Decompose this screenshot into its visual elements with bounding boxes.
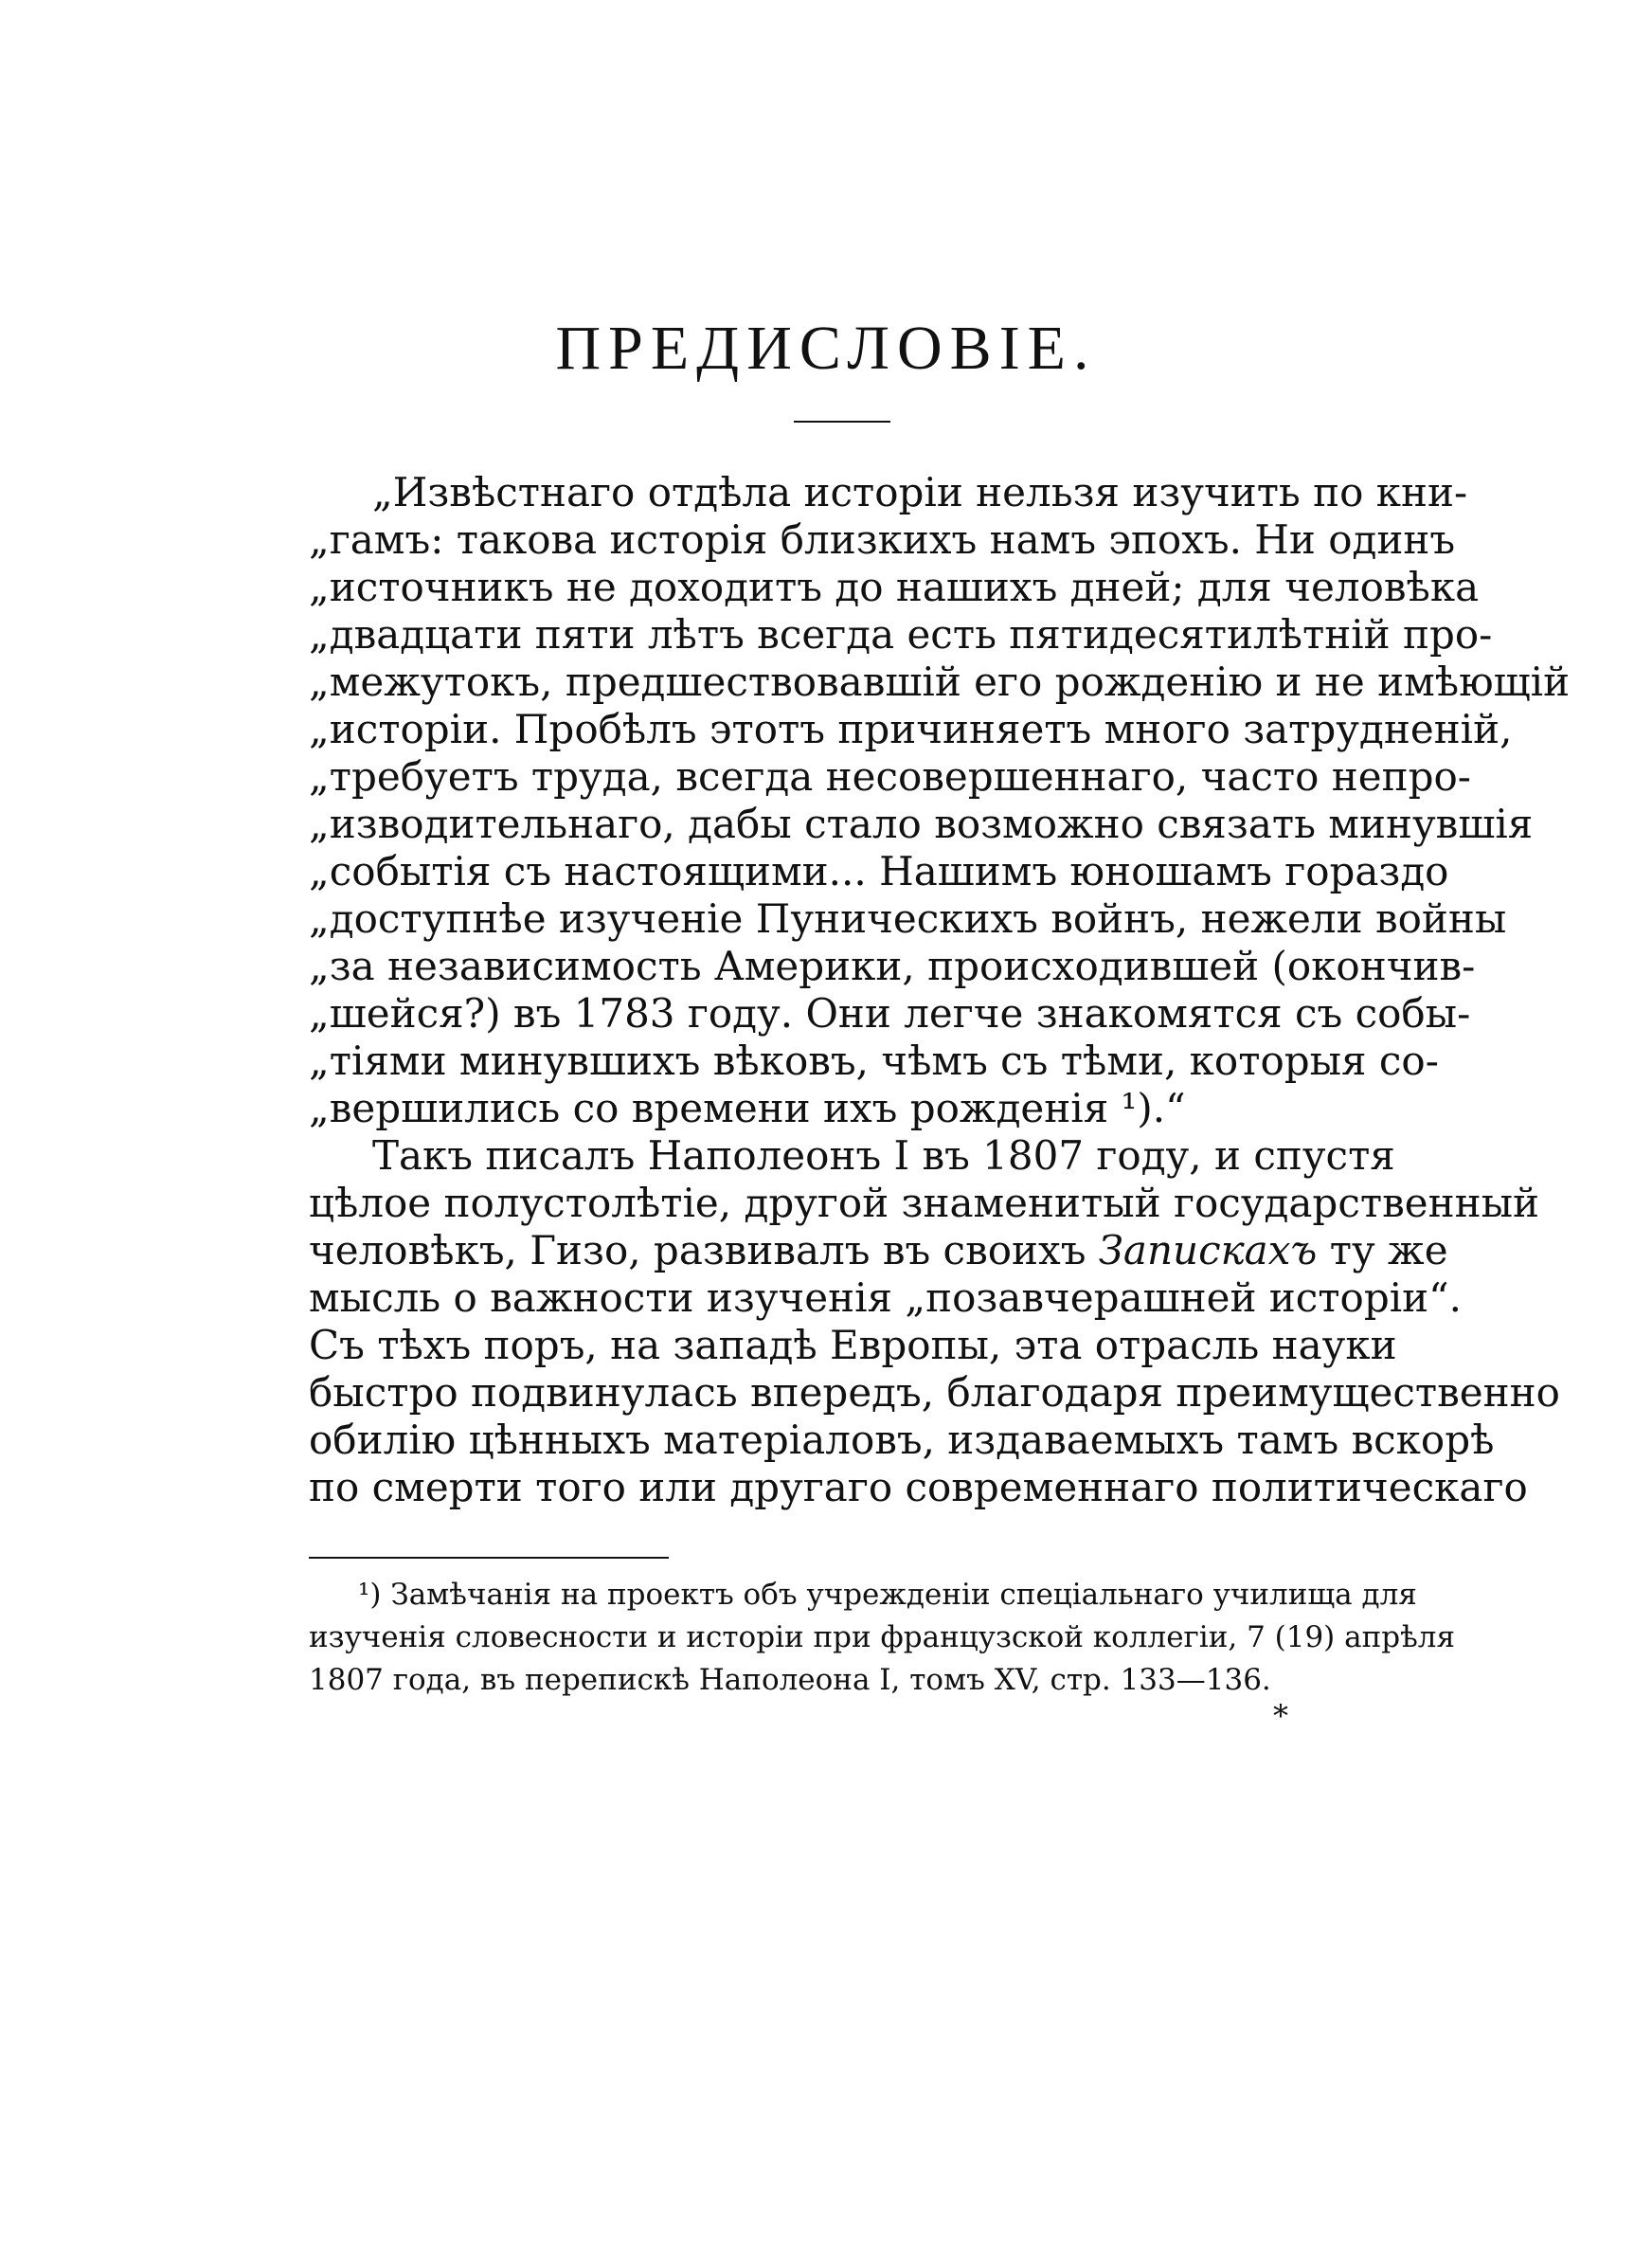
body-line: цѣлое полустолѣтіе, другой знаменитый государственный	[309, 1180, 1539, 1226]
body-line: „межутокъ, предшествовавшій его рожденію и не имѣющій	[309, 659, 1571, 705]
body-line-with-italic: человѣкъ, Гизо, развивалъ въ своихъ Запискахъ ту же	[309, 1227, 1448, 1273]
title-divider	[794, 421, 890, 423]
body-line: „за независимость Америки, происходившей (окончив-	[309, 943, 1476, 989]
body-line: Съ тѣхъ поръ, на западѣ Европы, эта отрасль науки	[309, 1322, 1397, 1368]
signature-mark: *	[1273, 1698, 1288, 1734]
page-title: ПРЕДИСЛОВІЕ.	[555, 314, 1097, 383]
body-line: „шейся?) въ 1783 году. Они легче знакомятся съ собы-	[309, 990, 1471, 1037]
body-line: „исторіи. Пробѣлъ этотъ причиняетъ много затрудненій,	[309, 706, 1513, 752]
footnote-line: изученія словесности и исторіи при французской коллегіи, 7 (19) апрѣля	[309, 1620, 1456, 1654]
body-line: „Извѣстнаго отдѣла исторіи нельзя изучить по кни-	[372, 469, 1468, 515]
body-line: „тіями минувшихъ вѣковъ, чѣмъ съ тѣми, которыя со-	[309, 1038, 1439, 1084]
body-line: мысль о важности изученія „позавчерашней исторіи“.	[309, 1274, 1462, 1321]
italic-title: Запискахъ	[1098, 1227, 1318, 1273]
body-line: „событія съ настоящими... Нашимъ юношамъ гораздо	[309, 848, 1449, 894]
body-line: Такъ писалъ Наполеонъ I въ 1807 году, и спустя	[372, 1132, 1395, 1179]
body-line: „источникъ не доходитъ до нашихъ дней; для человѣка	[309, 564, 1480, 610]
body-line: по смерти того или другаго современнаго политическаго	[309, 1464, 1528, 1510]
body-line: быстро подвинулась впередъ, благодаря преимущественно	[309, 1369, 1560, 1416]
body-line: обилію цѣнныхъ матеріаловъ, издаваемыхъ тамъ вскорѣ	[309, 1417, 1495, 1463]
body-line: „двадцати пяти лѣтъ всегда есть пятидесятилѣтній про-	[309, 611, 1493, 658]
footnote-line: 1807 года, въ перепискѣ Наполеона I, томъ XV, стр. 133—136.	[309, 1663, 1271, 1697]
footnote-divider	[309, 1557, 669, 1559]
body-line: „гамъ: такова исторія близкихъ намъ эпохъ. Ни одинъ	[309, 516, 1456, 563]
body-line: „доступнѣе изученіе Пуническихъ войнъ, нежели войны	[309, 895, 1507, 942]
body-line: „вершились со времени ихъ рожденія ¹).“	[309, 1085, 1186, 1131]
body-line: „изводительнаго, дабы стало возможно связать минувшія	[309, 801, 1534, 847]
footnote-line: ¹) Замѣчанія на проектъ объ учрежденіи спеціальнаго училища для	[358, 1578, 1417, 1612]
body-line: „требуетъ труда, всегда несовершеннаго, часто непро-	[309, 753, 1471, 800]
